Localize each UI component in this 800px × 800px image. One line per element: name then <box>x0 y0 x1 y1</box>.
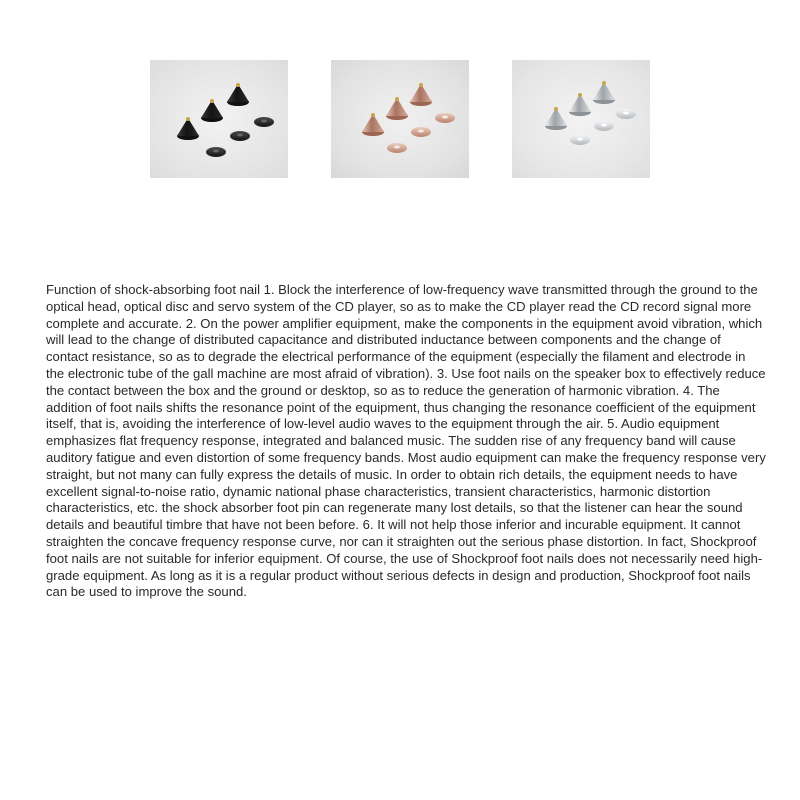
spike-front <box>177 117 199 140</box>
spike-front <box>362 113 384 136</box>
spike-back <box>227 83 249 106</box>
disc-3 <box>387 143 407 153</box>
disc-1 <box>616 109 636 119</box>
spike-back <box>410 83 432 106</box>
product-photo-row <box>150 60 650 180</box>
spike-back <box>593 81 615 104</box>
rose-gold-spikes-illustration <box>331 60 469 178</box>
spike-front <box>545 107 567 130</box>
spike-middle <box>386 97 408 120</box>
product-photo-rose-gold <box>331 60 469 178</box>
product-photo-black <box>150 60 288 178</box>
spike-middle <box>201 99 223 122</box>
disc-1 <box>435 113 455 123</box>
disc-3 <box>206 147 226 157</box>
product-photo-silver <box>512 60 650 178</box>
silver-spikes-illustration <box>512 60 650 178</box>
disc-2 <box>411 127 431 137</box>
product-description: Function of shock-absorbing foot nail 1. Block the interference of low-frequency wave transmitted through the ground to the optical head, optical disc and servo system of the CD player, so as to make the CD player read the CD record signal more complete and accurate. 2. On the power amplifier equipment, make the components in the equipment avoid vibration, which will lead to the change of distributed capacitance and distributed inductance between components and the change of contact resistance, so as to degrade the electrical performance of the equipment (especially the filament and electrode in the electronic tube of the gall machine are most afraid of vibration). 3. Use foot nails on the speaker box to effectively reduce the contact between the box and the ground or desktop, so as to reduce the generation of harmonic vibration. 4. The addition of foot nails shifts the resonance point of the equipment, thus changing the resonance coefficient of the equipment itself, that is, avoiding the interference of low-level audio waves to the equipment through the air. 5. Audio equipment emphasizes flat frequency response, integrated and balanced music. The sudden rise of any frequency band will cause auditory fatigue and even distortion of some frequency bands. Most audio equipment can make the frequency response very straight, but not many can fully express the details of music. In order to obtain rich details, the equipment needs to have excellent signal-to-noise ratio, dynamic national phase characteristics, transient characteristics, harmonic distortion characteristics, etc. the shock absorber foot pin can regenerate many lost details, so that the listener can hear the sound details and beautiful timbre that have not been before. 6. It will not help those inferior and incurable equipment. It cannot straighten the concave frequency response curve, nor can it straighten out the serious phase distortion. In fact, Shockproof foot nails are not suitable for inferior equipment. Of course, the use of Shockproof foot nails does not necessarily need high-grade equipment. As long as it is a regular product without serious defects in design and production, Shockproof foot nails can be used to improve the sound. <box>46 282 766 600</box>
disc-3 <box>570 135 590 145</box>
disc-1 <box>254 117 274 127</box>
black-spikes-illustration <box>150 60 288 178</box>
spike-middle <box>569 93 591 116</box>
disc-2 <box>594 121 614 131</box>
disc-2 <box>230 131 250 141</box>
